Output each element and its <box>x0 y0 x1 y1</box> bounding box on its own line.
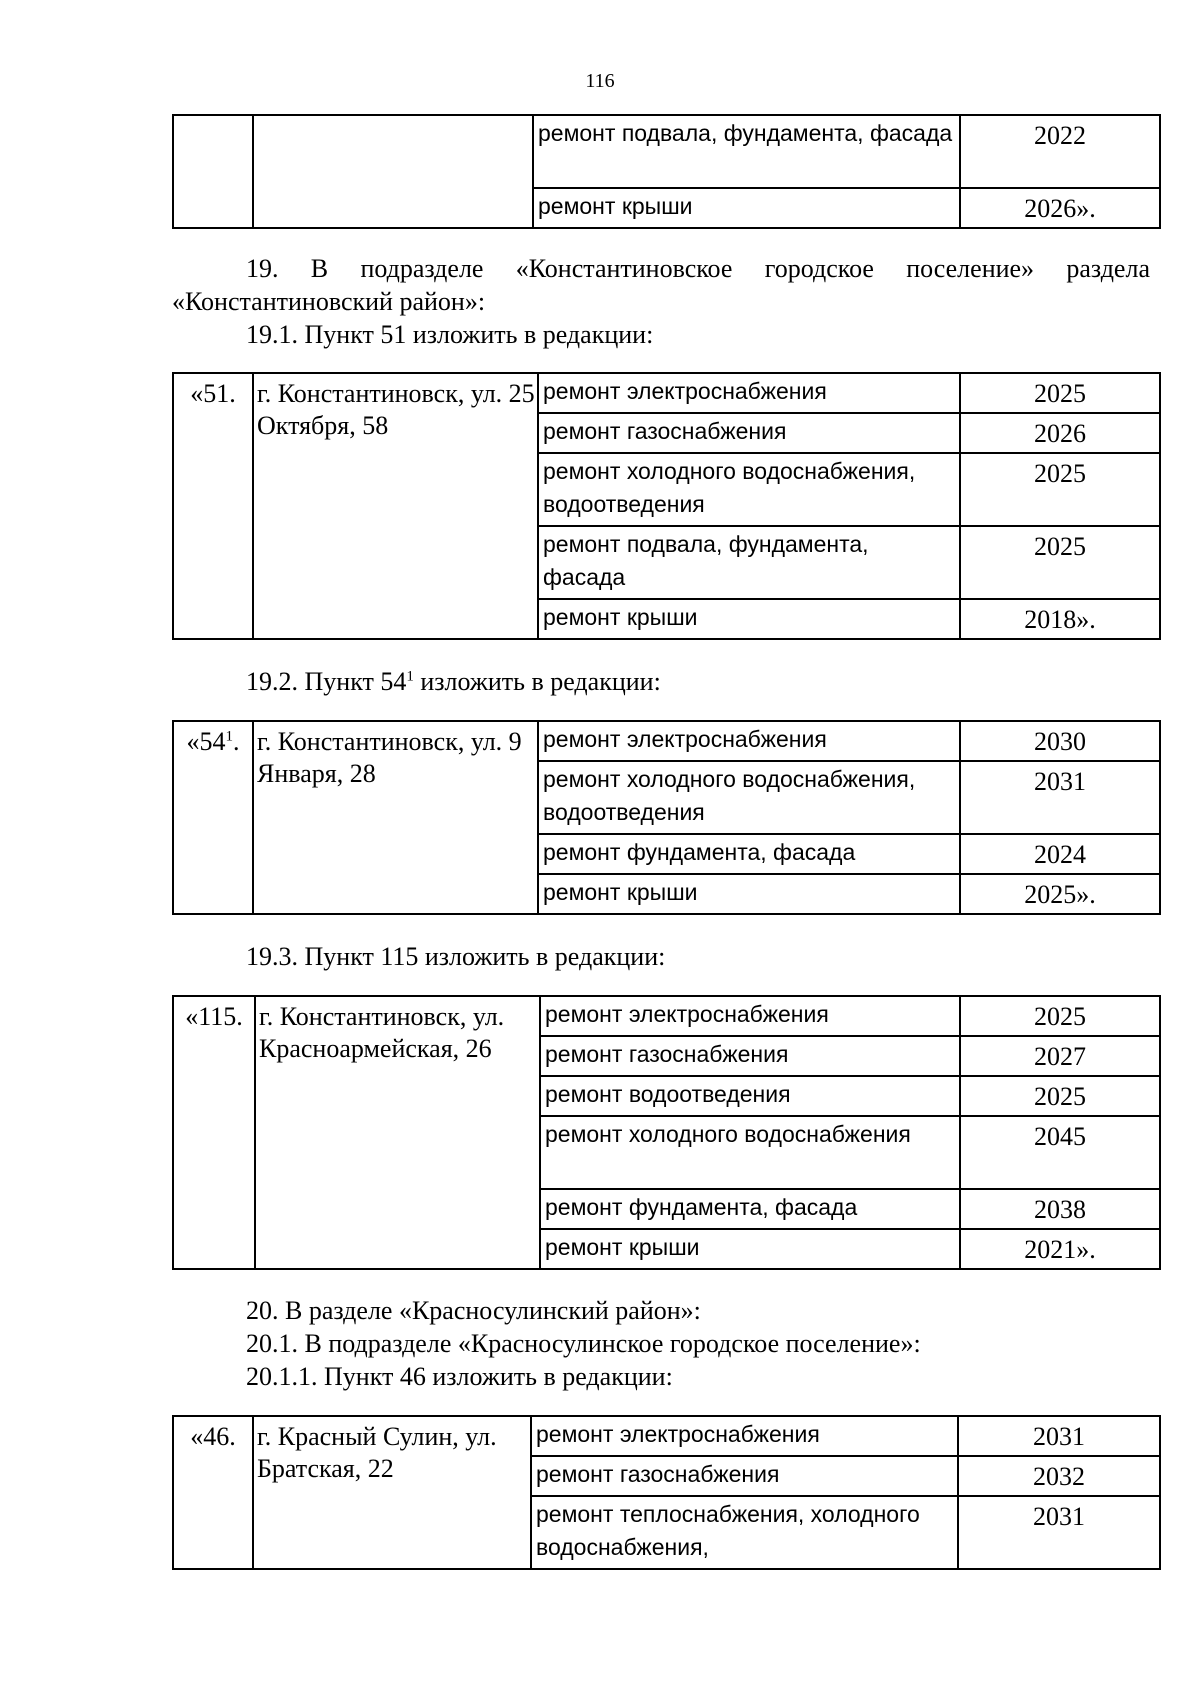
work-cell: ремонт фундамента, фасада <box>540 1189 960 1229</box>
year-cell: 2018». <box>960 599 1160 639</box>
paragraph-19-2-superscript: 1 <box>406 668 414 685</box>
paragraph-19-2-prefix: 19.2. Пункт 54 <box>246 667 407 696</box>
year-cell: 2025 <box>960 1076 1160 1116</box>
year-cell: 2025 <box>960 526 1160 599</box>
number-cell <box>173 115 253 228</box>
page-number: 116 <box>585 70 615 92</box>
address-cell: г. Константиновск, ул. 9 Января, 28 <box>253 721 538 914</box>
table-item-115 <box>172 995 1161 1270</box>
paragraph-20-1: 20.1. В подразделе «Красносулинское городское поселение»: <box>246 1329 921 1358</box>
year-cell: 2031 <box>960 761 1160 834</box>
table-item-54-1 <box>172 720 1161 915</box>
work-cell: ремонт холодного водоснабжения, водоотведения <box>538 761 960 834</box>
address-cell: г. Константиновск, ул. 25 Октября, 58 <box>253 373 538 639</box>
item-number-prefix: «54 <box>186 727 226 756</box>
item-number-superscript: 1 <box>225 728 233 745</box>
year-cell: 2038 <box>960 1189 1160 1229</box>
year-cell: 2025 <box>960 453 1160 526</box>
work-cell: ремонт водоотведения <box>540 1076 960 1116</box>
year-cell: 2045 <box>960 1116 1160 1189</box>
address-cell: г. Красный Сулин, ул. Братская, 22 <box>253 1416 531 1569</box>
work-cell: ремонт электроснабжения <box>540 996 960 1036</box>
year-cell: 2024 <box>960 834 1160 874</box>
year-cell: 2030 <box>960 721 1160 761</box>
paragraph-20-1-1: 20.1.1. Пункт 46 изложить в редакции: <box>246 1362 673 1391</box>
work-cell: ремонт крыши <box>540 1229 960 1269</box>
table-row <box>173 373 1160 413</box>
work-cell: ремонт крыши <box>533 188 960 228</box>
work-cell: ремонт электроснабжения <box>531 1416 958 1456</box>
year-cell: 2031 <box>958 1416 1160 1456</box>
paragraph-19: 19. В подразделе «Константиновское городское поселение» раздела «Константиновский район»: <box>172 254 1150 316</box>
work-cell: ремонт электроснабжения <box>538 721 960 761</box>
year-cell: 2021». <box>960 1229 1160 1269</box>
table-item-46 <box>172 1415 1161 1570</box>
year-cell: 2025 <box>960 996 1160 1036</box>
paragraph-19-3: 19.3. Пункт 115 изложить в редакции: <box>246 942 666 971</box>
paragraph-19-2 <box>246 665 661 698</box>
year-cell: 2022 <box>960 115 1160 188</box>
work-cell: ремонт крыши <box>538 599 960 639</box>
table-row <box>173 1416 1160 1456</box>
work-cell: ремонт подвала, фундамента, фасада <box>538 526 960 599</box>
year-cell: 2027 <box>960 1036 1160 1076</box>
table-row <box>173 996 1160 1036</box>
table-row <box>173 721 1160 761</box>
item-number: «51. <box>173 373 253 639</box>
paragraph-19-2-suffix: изложить в редакции: <box>413 667 661 696</box>
address-cell <box>253 115 533 228</box>
item-number: «46. <box>173 1416 253 1569</box>
year-cell: 2025». <box>960 874 1160 914</box>
work-cell: ремонт газоснабжения <box>540 1036 960 1076</box>
table-row <box>173 115 1160 188</box>
work-cell: ремонт крыши <box>538 874 960 914</box>
work-cell: ремонт холодного водоснабжения <box>540 1116 960 1189</box>
work-cell: ремонт теплоснабжения, холодного водоснабжения, <box>531 1496 958 1569</box>
paragraph-19-1: 19.1. Пункт 51 изложить в редакции: <box>246 320 654 349</box>
work-cell: ремонт холодного водоснабжения, водоотведения <box>538 453 960 526</box>
year-cell: 2026». <box>960 188 1160 228</box>
paragraph-20: 20. В разделе «Красносулинский район»: <box>246 1296 701 1325</box>
item-number <box>173 721 253 914</box>
work-cell: ремонт подвала, фундамента, фасада <box>533 115 960 188</box>
work-cell: ремонт газоснабжения <box>531 1456 958 1496</box>
year-cell: 2025 <box>960 373 1160 413</box>
work-cell: ремонт газоснабжения <box>538 413 960 453</box>
address-cell: г. Константиновск, ул. Красноармейская, 26 <box>255 996 540 1269</box>
year-cell: 2031 <box>958 1496 1160 1569</box>
item-number-suffix: . <box>233 727 240 756</box>
work-cell: ремонт фундамента, фасада <box>538 834 960 874</box>
table-item-51 <box>172 372 1161 640</box>
item-number: «115. <box>173 996 255 1269</box>
year-cell: 2032 <box>958 1456 1160 1496</box>
work-cell: ремонт электроснабжения <box>538 373 960 413</box>
table-continuation <box>172 114 1161 229</box>
year-cell: 2026 <box>960 413 1160 453</box>
